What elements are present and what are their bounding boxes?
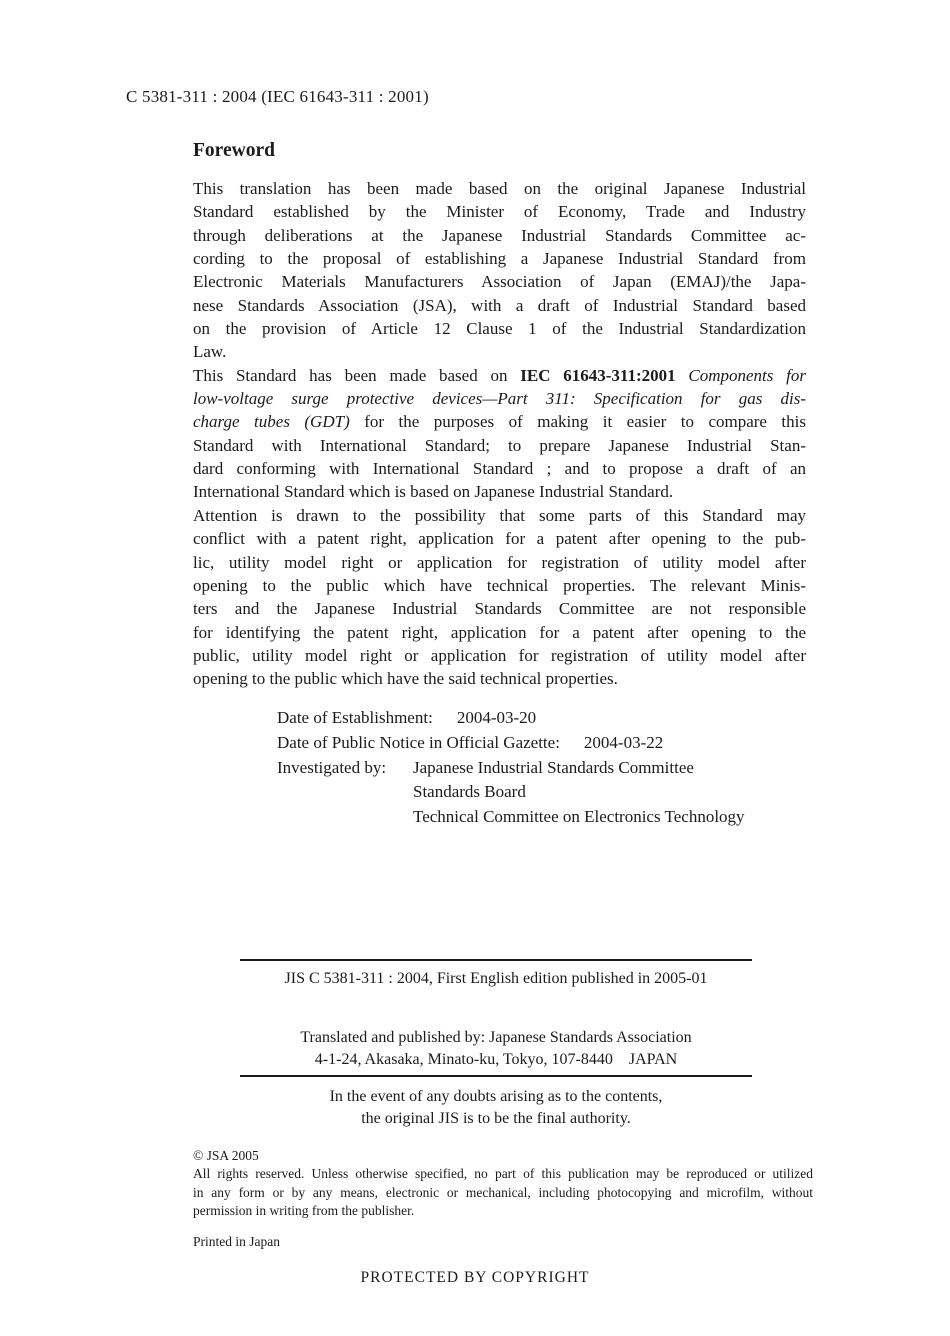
text-line: Standard established by the Minister of Economy, Trade and Industry [193, 202, 806, 222]
publisher-address: 4-1-24, Akasaka, Minato-ku, Tokyo, 107-8440 JAPAN [314, 1051, 678, 1068]
text-line: Attention is drawn to the possibility that some parts of this Standard may [193, 505, 806, 525]
doubts-line-2: the original JIS is to be the final authority. [361, 1110, 631, 1127]
doubts-notice [240, 1086, 752, 1130]
text-line: nese Standards Association (JSA), with a draft of Industrial Standard based [193, 295, 806, 315]
rights-line: All rights reserved. Unless otherwise specified, no part of this publication may be reproduced or utilized [193, 1166, 813, 1182]
investigated-by-row [277, 756, 745, 830]
text-segment: This Standard has been made based on [193, 365, 521, 385]
text-line: on the provision of Article 12 Clause 1 of the Industrial Standardization [193, 319, 806, 339]
printed-in-japan: Printed in Japan [193, 1234, 280, 1250]
translated-by-line: Translated and published by: Japanese Standards Association [300, 1029, 692, 1046]
foreword-paragraph-1 [193, 177, 806, 364]
text-line: International Standard which is based on Japanese Industrial Standard. [193, 482, 674, 502]
text-line: opening to the public which have technical properties. The relevant Minis- [193, 575, 806, 595]
text-line: conflict with a patent right, application for a patent after opening to the pub- [193, 529, 806, 549]
edition-line: JIS C 5381-311 : 2004, First English edition published in 2005-01 [284, 970, 708, 987]
establishment-date-label: Date of Establishment: [277, 708, 433, 727]
gazette-date-label: Date of Public Notice in Official Gazette: [277, 732, 560, 752]
text-line: Law. [193, 342, 227, 362]
text-line: for identifying the patent right, application for a patent after opening to the [193, 622, 806, 642]
bold-standard-reference: IEC 61643-311:2001 [520, 365, 676, 385]
rights-line: in any form or by any means, electronic or mechanical, including photocopying and microfilm, without [193, 1184, 813, 1200]
investigated-by-line: Standards Board [413, 782, 526, 802]
protected-by-copyright: PROTECTED BY COPYRIGHT [360, 1269, 590, 1286]
rights-line: permission in writing from the publisher. [193, 1202, 415, 1218]
text-line [193, 364, 806, 387]
copyright-jsa: © JSA 2005 [193, 1148, 259, 1163]
gazette-date-value: 2004-03-22 [583, 732, 664, 752]
text-line: low-voltage surge protective devices—Part 311: Specification for gas dis- [193, 389, 806, 409]
text-line: opening to the public which have the said technical properties. [193, 669, 618, 689]
horizontal-rule [240, 1075, 752, 1077]
foreword-heading: Foreword [193, 140, 275, 161]
document-number: C 5381-311 : 2004 (IEC 61643-311 : 2001) [126, 87, 429, 106]
gazette-date-row [277, 731, 745, 756]
text-line: Standard with International Standard; to prepare Japanese Industrial Stan- [193, 435, 806, 455]
copyright-block [193, 1147, 813, 1251]
text-line: dard conforming with International Standard ; and to propose a draft of an [193, 459, 806, 479]
investigated-by-line: Technical Committee on Electronics Technology [413, 807, 745, 827]
italic-standard-title: charge tubes (GDT) [193, 412, 350, 432]
italic-standard-title: Components for [675, 365, 806, 385]
investigated-by-label: Investigated by: [277, 757, 387, 777]
text-line: Electronic Materials Manufacturers Association of Japan (EMAJ)/the Japa- [193, 272, 806, 292]
text-line: ters and the Japanese Industrial Standards Committee are not responsible [193, 599, 806, 619]
horizontal-rule [240, 959, 752, 961]
dates-block [277, 706, 745, 830]
publication-footer [240, 959, 752, 1130]
establishment-date-value: 2004-03-20 [456, 708, 537, 727]
text-line: cording to the proposal of establishing a Japanese Industrial Standard from [193, 249, 806, 269]
investigated-by-line: Japanese Industrial Standards Committee [413, 757, 694, 777]
text-line: through deliberations at the Japanese Industrial Standards Committee ac- [193, 225, 806, 245]
doubts-line-1: In the event of any doubts arising as to the contents, [329, 1088, 663, 1105]
text-line [193, 410, 806, 433]
text-segment: for the purposes of making it easier to compare this [349, 412, 806, 432]
investigated-by-values [413, 756, 745, 830]
text-line: lic, utility model right or application for registration of utility model after [193, 552, 806, 572]
foreword-section [193, 140, 806, 691]
foreword-paragraph-3 [193, 504, 806, 691]
foreword-paragraph-2 [193, 364, 806, 504]
text-line: public, utility model right or application for registration of utility model after [193, 645, 806, 665]
text-line: This translation has been made based on the original Japanese Industrial [193, 179, 806, 198]
establishment-date-row [277, 706, 745, 731]
